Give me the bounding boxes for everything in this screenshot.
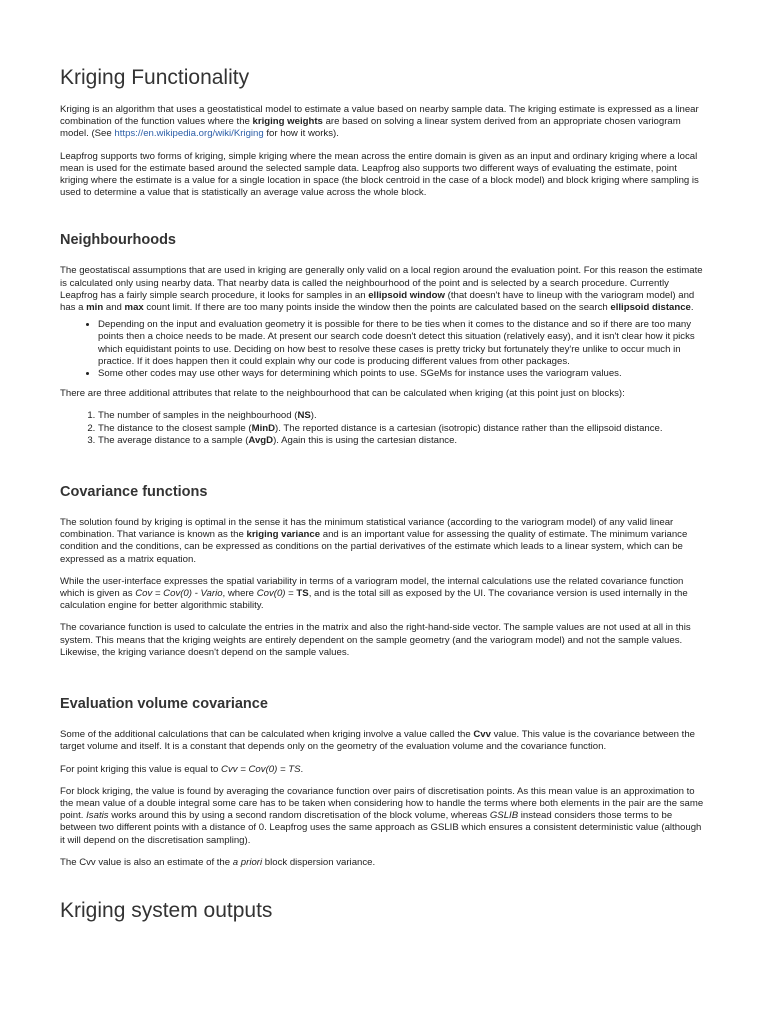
covariance-paragraph-2: While the user-interface expresses the spatial variability in terms of a variogram model, the internal calculations use the related covariance function which is given as Cov = Cov(0) - Vario, where Cov(0) = TS, and is the total sill as exposed by the UI. The covariance version is used internally in the calculation engine for better algorithmic stability.	[60, 575, 688, 612]
heading-kriging-system-outputs: Kriging system outputs	[60, 898, 273, 922]
heading-neighbourhoods: Neighbourhoods	[60, 232, 176, 249]
covariance-paragraph-1: The solution found by kriging is optimal in the sense it has the minimum statistical variance (according to the variogram model) of any valid linear combination. That variance is known as the kriging variance and is an important value for assessing the quality of estimate. The minimum variance condition and the conditions, can be expressed as conditions on the partial derivatives of the estimate which leads to a linear system, which can be expressed as a matrix equation.	[60, 517, 688, 565]
evaluation-paragraph-3: For block kriging, the value is found by averaging the covariance function over pairs of discretisation points. As this mean value is an approximation to the mean value of a double integral some care has to be taken when considering how to handle the terms where both elements in the pair are the same point. Isatis works around this by using a second random discretisation of the block volume, whereas GSLIB instead considers those terms to be between two different points with a distance of 0. Leapfrog uses the same approach as GSLIB which ensures a consistent deterministic value (although it will depend on the discretisation sampling).	[60, 785, 704, 846]
evaluation-paragraph-2: For point kriging this value is equal to Cvv = Cov(0) = TS.	[60, 763, 304, 775]
covariance-paragraph-3: The covariance function is used to calculate the entries in the matrix and also the right-hand-side vector. The sample values are not used at all in this system. This means that the kriging weights are entirely dependent on the sample geometry (and the variogram model) and not the sample values. Likewise, the kriging variance doesn't depend on the sample values.	[60, 622, 691, 658]
list-item: 2. The distance to the closest sample (MinD). The reported distance is a cartesian (isotropic) distance rather than the ellipsoid distance.	[98, 423, 706, 435]
heading-covariance-functions: Covariance functions	[60, 484, 208, 501]
neighbourhoods-paragraph-2: There are three additional attributes that relate to the neighbourhood that can be calculated when kriging (at this point just on blocks):	[60, 388, 625, 400]
heading-evaluation-volume-covariance: Evaluation volume covariance	[60, 696, 268, 713]
neighbourhoods-bullet-list	[60, 319, 706, 380]
evaluation-paragraph-4: The Cvv value is also an estimate of the a priori block dispersion variance.	[60, 856, 376, 868]
list-item: 1. The number of samples in the neighbourhood (NS).	[98, 410, 706, 422]
intro-paragraph-2: Leapfrog supports two forms of kriging, simple kriging where the mean across the entire domain is given as an input and ordinary kriging where a local mean is used for the estimate based around the selected sample data. Leapfrog also supports two different ways of evaluating the estimate, point kriging where the estimate is a value for a single location in space (the block centroid in the case of a block model) and block kriging where sampling is used to determine a value that is statistically an average value across the whole block.	[60, 150, 699, 199]
kriging-wiki-link[interactable]: https://en.wikipedia.org/wiki/Kriging	[114, 128, 264, 140]
page-title: Kriging Functionality	[60, 66, 250, 89]
neighbourhood-attributes-list	[60, 410, 706, 447]
list-item: • Some other codes may use other ways for determining which points to use. SGeMs for instance uses the variogram values.	[98, 368, 706, 380]
intro-paragraph-1: Kriging is an algorithm that uses a geostatistical model to estimate a value based on nearby sample data. The kriging estimate is expressed as a linear combination of the function values where the kriging weights are based on solving a linear system derived from an appropriate chosen variogram model. (See https://en.wikipedia.org/wiki/Kriging for how it works).	[60, 104, 699, 140]
list-item: 3. The average distance to a sample (AvgD). Again this is using the cartesian distance.	[98, 435, 706, 447]
neighbourhoods-paragraph-1: The geostatiscal assumptions that are used in kriging are generally only valid on a local region around the evaluation point. For this reason the estimate is calculated only using nearby data. That nearby data is called the neighbourhood of the point and is selected by a search procedure. Currently Leapfrog has a fairly simple search procedure, it looks for samples in an ellipsoid window (that doesn't have to lineup with the variogram model) and has a min and max count limit. If there are too many points inside the window then the points are calculated based on the search ellipsoid distance.	[60, 265, 703, 314]
evaluation-paragraph-1: Some of the additional calculations that can be calculated when kriging involve a value called the Cvv value. This value is the covariance between the target volume and itself. It is a constant that depends only on the geometry of the evaluation volume and the covariance function.	[60, 729, 696, 753]
list-item: • Depending on the input and evaluation geometry it is possible for there to be ties when it comes to the distance and so if there are too many points then a choice needs to be made. At present our search code doesn't detect this situation (relatively easy), and it isn't clear how it picks which equidistant points to use. Deciding on how best to resolve these cases is pretty tricky but fortunately they're unlike to occur much in practice. If it does happen then it could explain why our code is producing different values from other packages.	[98, 319, 706, 368]
